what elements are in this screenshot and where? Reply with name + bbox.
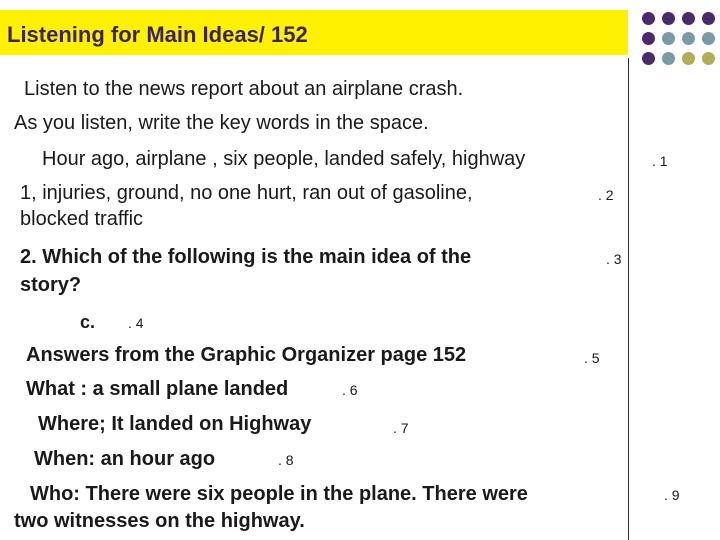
- question-2-line-1: 2. Which of the following is the main idea of the: [20, 246, 472, 268]
- answer-who-line-1: Who: There were six people in the plane. There were: [30, 483, 528, 505]
- dot-icon: [662, 52, 675, 65]
- dot-icon: [642, 32, 655, 45]
- item-number-1: . 1: [652, 153, 668, 169]
- instruction-2: As you listen, write the key words in the space.: [14, 112, 429, 134]
- instruction-1: Listen to the news report about an airplane crash.: [24, 78, 464, 100]
- item-number-7: . 7: [393, 420, 409, 436]
- item-number-9: . 9: [664, 487, 680, 503]
- keywords-line-2: 1, injuries, ground, no one hurt, ran out of gasoline,: [20, 182, 473, 204]
- answer-choice-c: c.: [80, 312, 96, 332]
- keywords-line-3: blocked traffic: [20, 208, 144, 230]
- answer-what: What : a small plane landed: [26, 378, 289, 400]
- answers-heading: Answers from the Graphic Organizer page 152: [26, 344, 467, 366]
- answer-when: When: an hour ago: [34, 448, 216, 470]
- slide-title: Listening for Main Ideas/ 152: [7, 22, 308, 47]
- divider-line: [628, 58, 629, 540]
- item-number-6: . 6: [342, 382, 358, 398]
- dot-icon: [662, 32, 675, 45]
- dot-icon: [682, 32, 695, 45]
- item-number-2: . 2: [598, 187, 614, 203]
- dot-icon: [702, 12, 715, 25]
- dot-icon: [702, 32, 715, 45]
- dot-icon: [702, 52, 715, 65]
- dot-icon: [642, 52, 655, 65]
- dot-icon: [662, 12, 675, 25]
- dot-icon: [642, 12, 655, 25]
- item-number-3: . 3: [606, 251, 622, 267]
- item-number-8: . 8: [278, 452, 294, 468]
- question-2-line-2: story?: [20, 274, 82, 296]
- decorative-dot-grid: [638, 10, 720, 72]
- item-number-4: . 4: [128, 315, 144, 331]
- item-number-5: . 5: [584, 350, 600, 366]
- dot-icon: [682, 52, 695, 65]
- keywords-line-1: Hour ago, airplane , six people, landed safely, highway: [42, 148, 526, 170]
- answer-where: Where; It landed on Highway: [38, 413, 312, 435]
- answer-who-line-2: two witnesses on the highway.: [14, 510, 305, 532]
- dot-icon: [682, 12, 695, 25]
